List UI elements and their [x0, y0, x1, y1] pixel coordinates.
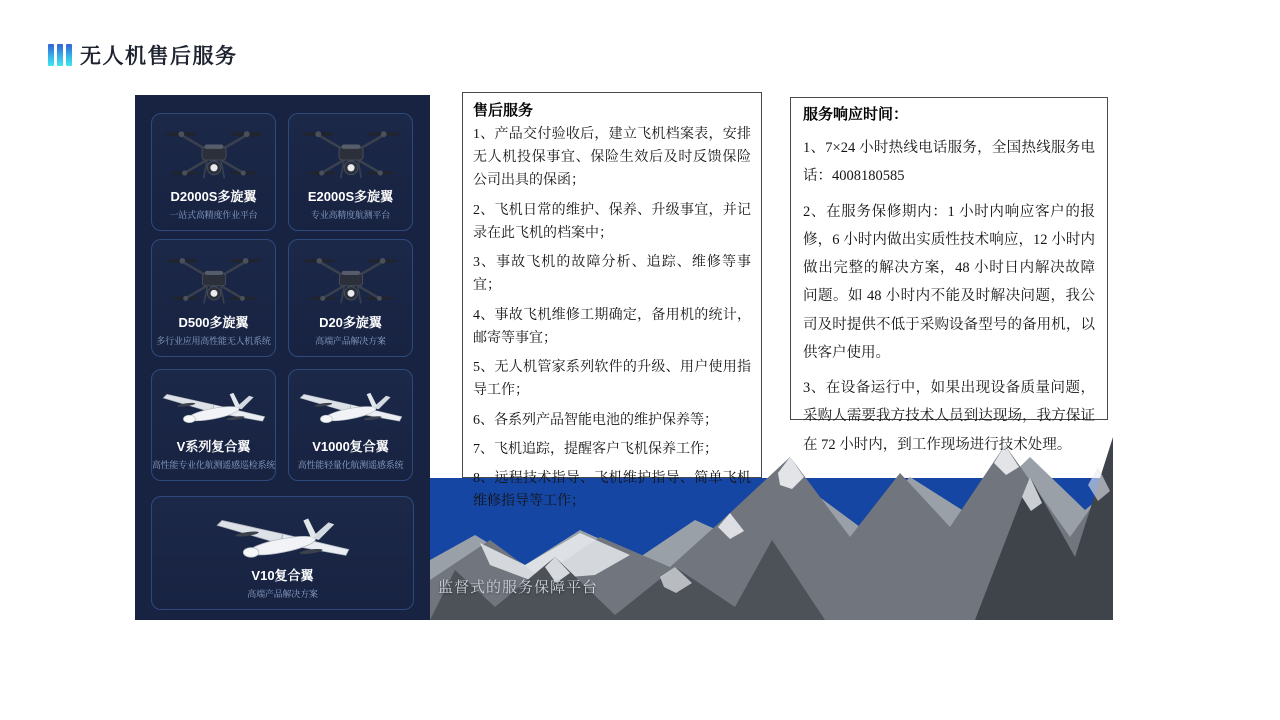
product-name: D20多旋翼 [319, 314, 382, 330]
after-sales-item: 7、飞机追踪，提醒客户飞机保养工作； [473, 441, 718, 457]
product-subtitle: 专业高精度航测平台 [310, 210, 391, 220]
product-name: D500多旋翼 [178, 314, 249, 330]
response-time-item: 1、7×24 小时热线电话服务，全国热线服务电话：4008180585 [803, 140, 1095, 185]
after-sales-box [462, 92, 762, 510]
page-title: 无人机售后服务 [80, 45, 238, 68]
product-card-v1000 [288, 369, 413, 481]
product-subtitle: 一站式高精度作业平台 [169, 210, 258, 220]
after-sales-heading: 售后服务 [473, 103, 534, 119]
product-card-v10 [151, 496, 414, 610]
product-card-e2000s [288, 113, 413, 231]
response-time-box [790, 97, 1108, 453]
after-sales-item: 1、产品交付验收后，建立飞机档案表，安排无人机投保事宜、保险生效后及时反馈保险公司出具的保函； [473, 127, 751, 189]
product-card-d20 [288, 239, 413, 357]
after-sales-item: 3、事故飞机的故障分析、追踪、维修等事宜； [473, 255, 751, 294]
response-time-item: 3、在设备运行中，如果出现设备质量问题，采购人需要我方技术人员到达现场，我方保证在 72 小时内，到工作现场进行技术处理。 [803, 380, 1095, 453]
response-time-heading: 服务响应时间： [803, 107, 909, 123]
page-header [48, 40, 238, 70]
product-card-v-series [151, 369, 276, 481]
product-subtitle: 高性能专业化航测遥感巡检系统 [151, 460, 276, 470]
product-name: V系列复合翼 [176, 438, 251, 454]
product-name: E2000S多旋翼 [307, 188, 394, 204]
drone-multirotor-icon [154, 120, 273, 189]
response-time-item: 2、在服务保修期内：1 小时内响应客户的报修，6 小时内做出实质性技术响应，12 小时内做出完整的解决方案，48 小时日内解决故障问题。如 48 小时内不能及时解决问题，我公司及时提供不低于采购设备型号的备用机，以供客户使用。 [803, 203, 1095, 361]
after-sales-item: 4、事故飞机维修工期确定，备用机的统计，邮寄等事宜； [473, 307, 751, 346]
product-panel [135, 95, 430, 620]
drone-fixedwing-icon [154, 376, 273, 439]
after-sales-item: 8、远程技术指导、飞机维护指导、简单飞机维修指导等工作； [473, 471, 751, 510]
after-sales-item: 6、各系列产品智能电池的维护保养等； [473, 412, 718, 428]
product-subtitle: 高性能轻量化航测遥感系统 [297, 460, 404, 470]
product-subtitle: 高端产品解决方案 [247, 589, 318, 599]
product-card-d500 [151, 239, 276, 357]
product-card-d2000s [151, 113, 276, 231]
drone-fixedwing-icon [291, 376, 410, 439]
drone-multirotor-icon [291, 120, 410, 189]
product-subtitle: 高端产品解决方案 [315, 336, 386, 346]
product-name: D2000S多旋翼 [170, 188, 257, 204]
after-sales-item: 2、飞机日常的维护、保养、升级事宜，并记录在此飞机的档案中； [473, 202, 751, 241]
after-sales-item: 5、无人机管家系列软件的升级、用户使用指导工作； [473, 360, 751, 399]
product-name: V10复合翼 [251, 567, 314, 583]
title-bars-icon [48, 44, 72, 66]
drone-multirotor-icon [154, 246, 273, 315]
scene-caption: 监督式的服务保障平台 [438, 579, 599, 596]
product-name: V1000复合翼 [312, 438, 389, 454]
product-subtitle: 多行业应用高性能无人机系统 [156, 336, 271, 346]
drone-multirotor-icon [291, 246, 410, 315]
drone-fixedwing-icon [154, 503, 411, 568]
